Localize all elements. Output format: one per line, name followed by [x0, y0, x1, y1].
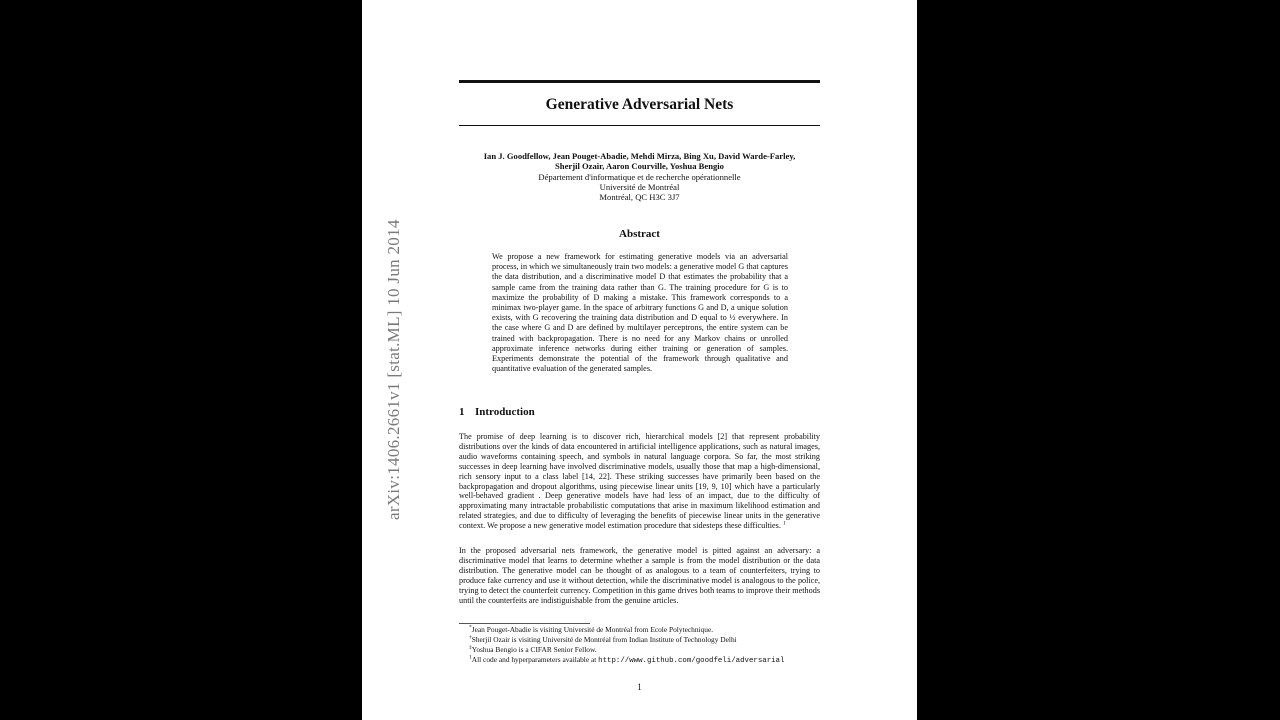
author-line-2: Sherjil Ozair, Aaron Courville, Yoshua Bengio: [555, 161, 724, 172]
section-number: 1: [459, 406, 465, 418]
footnote-2: †Sherjil Ozair is visiting Université de Montréal from Indian Institute of Technology Delhi: [469, 634, 737, 644]
intro-paragraph-2: In the proposed adversarial nets framework, the generative model is pitted against an adversary: a discriminative model that learns to determine whether a sample is from the model distribution or the data distribution. The generative model can be thought of as analogous to a team of counterfeiters, trying to produce fake currency and use it without detection, while the discriminative model is analogous to the police, trying to detect the counterfeit currency. Competition in this game drives both teams to improve their methods until the counterfeits are indistiguishable from the genuine articles.: [459, 546, 820, 605]
footnote-1: *Jean Pouget-Abadie is visiting Université de Montréal from Ecole Polytechnique.: [469, 624, 714, 634]
author-block: [459, 151, 820, 202]
title-rule-bottom: [459, 125, 820, 126]
arxiv-identifier: arXiv:1406.2661v1 [stat.ML] 10 Jun 2014: [384, 219, 403, 520]
abstract-text: We propose a new framework for estimating generative models via an adversarial process, in which we simultaneously train two models: a generative model G that captures the data distribution, and a discriminative model D that estimates the probability that a sample came from the training data rather than G. The training procedure for G is to maximize the probability of D making a mistake. This framework corresponds to a minimax two-player game. In the space of arbitrary functions G and D, a unique solution exists, with G recovering the training data distribution and D equal to ½ everywhere. In the case where G and D are defined by multilayer perceptrons, the entire system can be trained with backpropagation. There is no need for any Markov chains or unrolled approximate inference networks during either training or generation of samples. Experiments demonstrate the potential of the framework through qualitative and quantitative evaluation of the generated samples.: [492, 252, 788, 374]
footnote-mark: 1: [782, 520, 786, 527]
footnote-3: ‡Yoshua Bengio is a CIFAR Senior Fellow.: [469, 644, 597, 654]
abstract-heading: Abstract: [619, 228, 660, 240]
title-rule-top: [459, 80, 820, 83]
paper-title: Generative Adversarial Nets: [545, 96, 734, 113]
author-line-1: Ian J. Goodfellow, Jean Pouget-Abadie, Mehdi Mirza, Bing Xu, David Warde-Farley,: [483, 151, 796, 161]
paper-page: [362, 0, 917, 720]
section-title: Introduction: [475, 406, 535, 418]
footnote-4: $^1$All code and hyperparameters available at http://www.github.com/goodfeli/adversarial: [469, 654, 785, 665]
section-heading: [459, 406, 535, 418]
footnotes: [469, 625, 784, 666]
affiliation-1: Département d'informatique et de recherche opérationnelle: [538, 171, 741, 182]
affiliation-3: Montréal, QC H3C 3J7: [599, 192, 680, 203]
affiliation-2: Université de Montréal: [599, 181, 680, 192]
intro-paragraph-1: The promise of deep learning is to discover rich, hierarchical models [2] that represent probability distributions over the kinds of data encountered in artificial intelligence applications, such as natural images, audio waveforms containing speech, and symbols in natural language corpora. So far, the most striking successes in deep learning have involved discriminative models, usually those that map a high-dimensional, rich sensory input to a class label [14, 22]. These striking successes have primarily been based on the backpropagation and dropout algorithms, using piecewise linear units [19, 9, 10] which have a particularly well-behaved gradient . Deep generative models have had less of an impact, due to the difficulty of approximating many intractable probabilistic computations that arise in maximum likelihood estimation and related strategies, and due to difficulty of leveraging the benefits of piecewise linear units in the generative context. We propose a new generative model estimation procedure that sidesteps these difficulties. $^1$: [459, 432, 820, 531]
footnote-rule: [459, 623, 590, 624]
page-number: 1: [637, 682, 642, 692]
code-link[interactable]: http://www.github.com/goodfeli/adversarial: [598, 657, 785, 665]
